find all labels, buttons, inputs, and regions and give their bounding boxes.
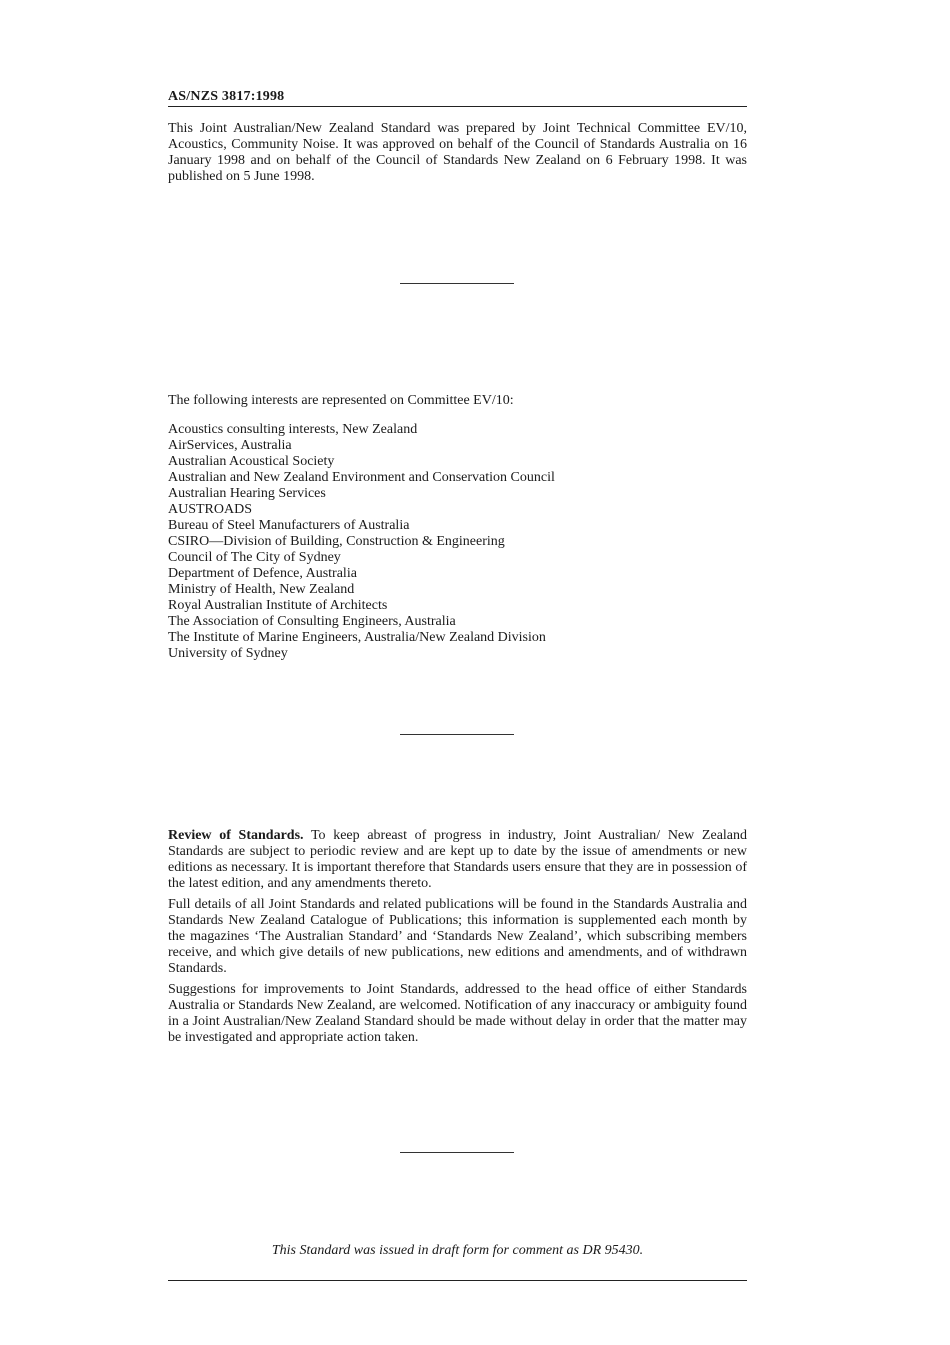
list-item: Department of Defence, Australia (168, 566, 357, 581)
review-text-1: To keep abreast of progress in industry, Joint Australian/ New Zealand Standards are subject to periodic review and are kept up to date by the issue of amendments or new editions as necessary. It is important therefore that Standards users ensure that they are in possession of the latest edition, and any amendments thereto. (168, 828, 748, 891)
list-item: Ministry of Health, New Zealand (168, 582, 355, 597)
document-page (168, 0, 747, 1345)
review-heading: Review of Standards. (168, 828, 304, 843)
list-item: Council of The City of Sydney (168, 550, 341, 565)
list-item: Royal Australian Institute of Architects (168, 598, 388, 613)
list-item: Australian Acoustical Society (168, 454, 335, 469)
list-item: CSIRO—Division of Building, Construction & Engineering (168, 534, 505, 549)
section-divider-3 (400, 1152, 514, 1153)
draft-note: This Standard was issued in draft form for comment as DR 95430. (271, 1243, 644, 1258)
review-section (168, 828, 747, 1046)
list-item: Australian and New Zealand Environment and Conservation Council (168, 470, 555, 485)
list-item: Australian Hearing Services (168, 486, 326, 501)
preparation-statement: This Joint Australian/New Zealand Standard was prepared by Joint Technical Committee EV/10, Acoustics, Community Noise. It was approved on behalf of the Council of Standards Australia on 16 January 1998 and on behalf of the Council of Standards New Zealand on 6 February 1998. It was published on 5 June 1998. (168, 121, 747, 184)
document-identifier: AS/NZS 3817:1998 (168, 89, 285, 104)
list-item: AirServices, Australia (168, 438, 292, 453)
interests-intro: The following interests are represented on Committee EV/10: (168, 393, 514, 408)
interests-list (168, 422, 555, 662)
footer-rule (168, 1280, 747, 1281)
section-divider-1 (400, 283, 514, 284)
review-paragraph-1 (168, 828, 747, 892)
header-rule (168, 106, 747, 107)
list-item: The Association of Consulting Engineers, Australia (168, 614, 456, 629)
list-item: Acoustics consulting interests, New Zealand (168, 422, 418, 437)
review-paragraph-2: Full details of all Joint Standards and related publications will be found in the Standards Australia and Standards New Zealand Catalogue of Publications; this information is supplemented each month by the magazines ‘The Australian Standard’ and ‘Standards New Zealand’, which subscribing members receive, and which give details of new publications, new editions and amendments, and of withdrawn Standards. (168, 897, 747, 976)
list-item: AUSTROADS (168, 502, 253, 517)
list-item: University of Sydney (168, 646, 288, 661)
list-item: The Institute of Marine Engineers, Australia/New Zealand Division (168, 630, 546, 645)
list-item: Bureau of Steel Manufacturers of Australia (168, 518, 410, 533)
section-divider-2 (400, 734, 514, 735)
review-paragraph-3: Suggestions for improvements to Joint Standards, addressed to the head office of either Standards Australia or Standards New Zealand, are welcomed. Notification of any inaccuracy or ambiguity found in a Joint Australian/New Zealand Standard should be made without delay in order that the matter may be investigated and appropriate action taken. (168, 982, 747, 1045)
